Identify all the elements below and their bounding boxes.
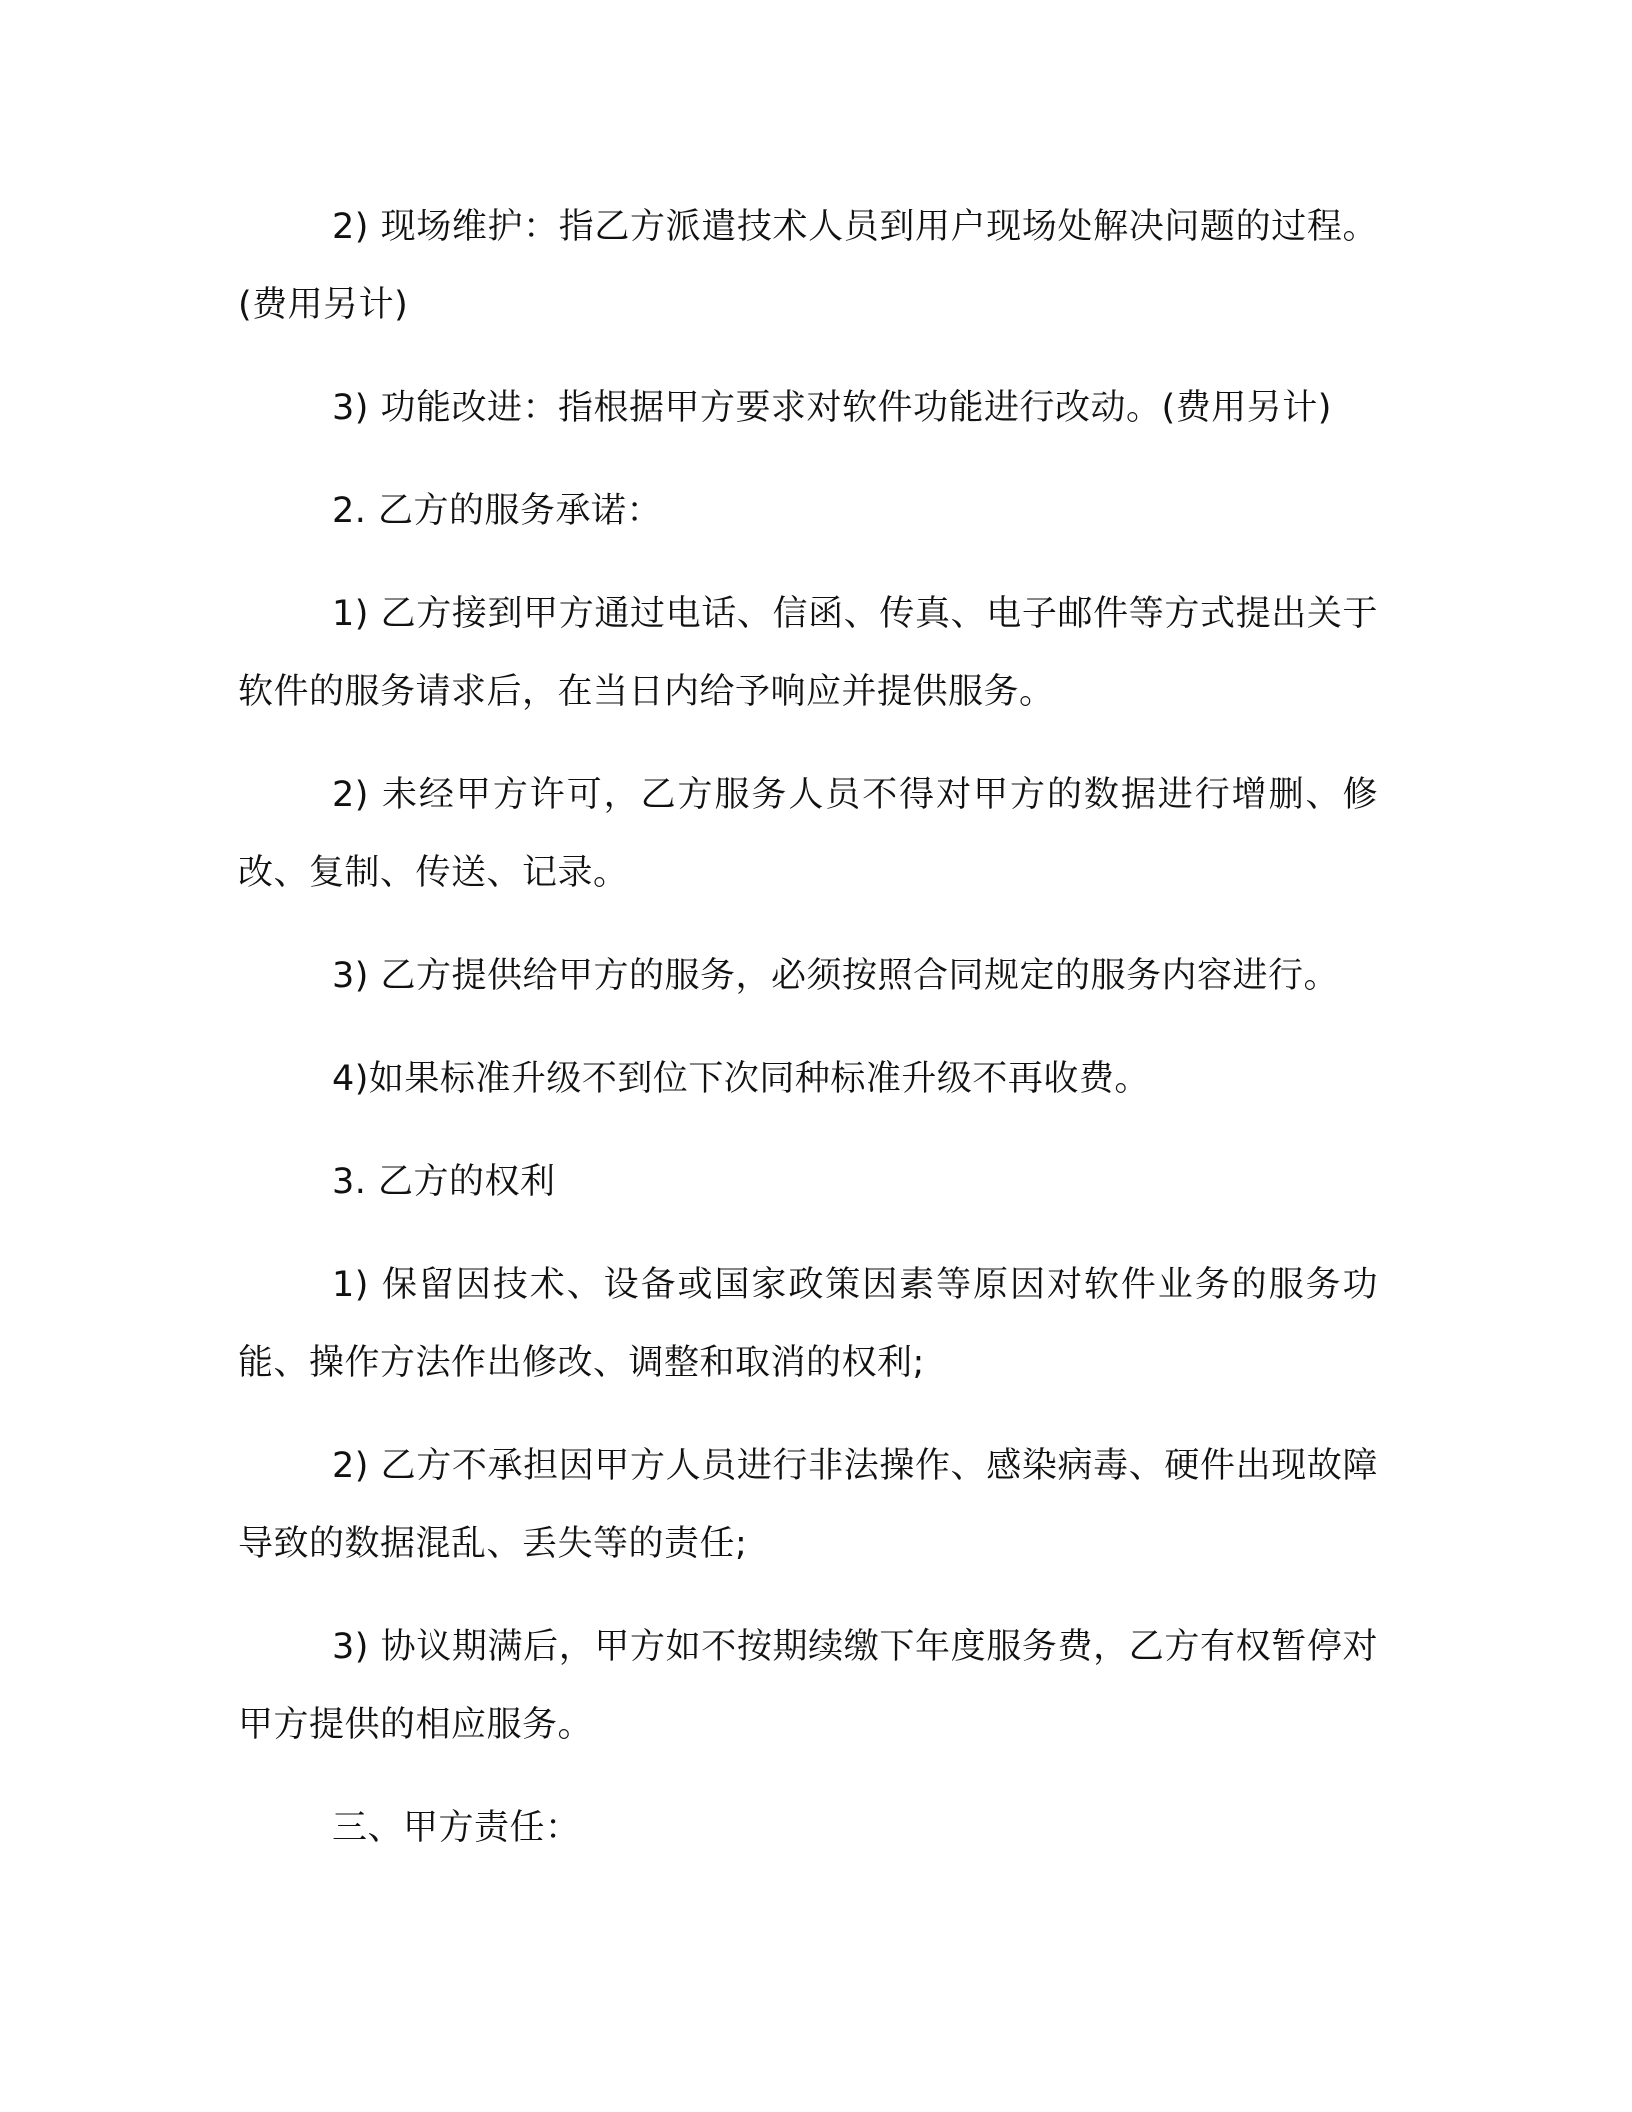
paragraph-commitment-2: 2) 未经甲方许可，乙方服务人员不得对甲方的数据进行增删、修改、复制、传送、记录。 [238,775,1378,893]
paragraph-rights-1: 1) 保留因技术、设备或国家政策因素等原因对软件业务的服务功能、操作方法作出修改、调整和取消的权利; [238,1265,1378,1383]
paragraph-feature-improvement: 3) 功能改进：指根据甲方要求对软件功能进行改动。(费用另计) [332,388,1332,428]
paragraph-rights-3: 3) 协议期满后，甲方如不按期续缴下年度服务费，乙方有权暂停对甲方提供的相应服务。 [238,1627,1378,1745]
document-body [238,188,1378,1867]
paragraph-commitment-3: 3) 乙方提供给甲方的服务，必须按照合同规定的服务内容进行。 [332,956,1340,996]
paragraph-onsite-maintenance: 2) 现场维护：指乙方派遣技术人员到用户现场处解决问题的过程。(费用另计) [238,207,1378,325]
section-heading-service-commitment: 2. 乙方的服务承诺： [332,491,663,531]
paragraph-rights-2: 2) 乙方不承担因甲方人员进行非法操作、感染病毒、硬件出现故障导致的数据混乱、丢失等的责任; [238,1446,1378,1564]
section-heading-party-a-duties: 三、甲方责任： [332,1808,581,1848]
paragraph-commitment-1: 1) 乙方接到甲方通过电话、信函、传真、电子邮件等方式提出关于软件的服务请求后，在当日内给予响应并提供服务。 [238,594,1378,712]
section-heading-rights: 3. 乙方的权利 [332,1162,556,1202]
paragraph-commitment-4: 4)如果标准升级不到位下次同种标准升级不再收费。 [332,1059,1150,1099]
